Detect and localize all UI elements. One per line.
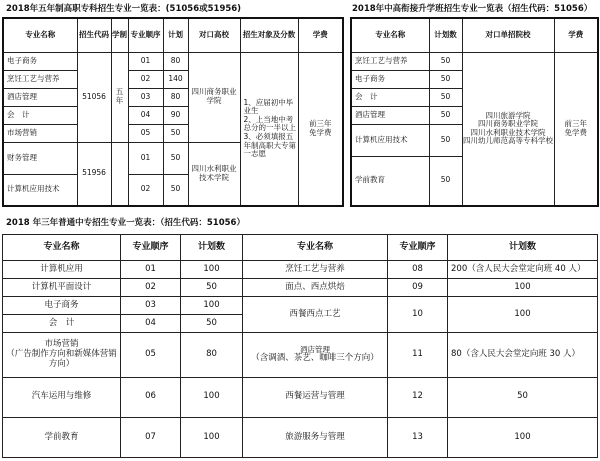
t1-row-order: 01 xyxy=(128,52,163,70)
header-plan: 计划 xyxy=(163,18,188,52)
header-name: 专业名称 xyxy=(243,235,388,261)
t2-row-plan: 50 xyxy=(429,156,462,206)
t1-row-order: 05 xyxy=(128,124,163,142)
t3-right-order: 11 xyxy=(388,333,448,377)
t1-code-b: 51956 xyxy=(77,142,111,206)
t3-left-order: 01 xyxy=(121,261,181,279)
t1-row-name: 市场营销 xyxy=(3,124,77,142)
t3-right-name: 西餐运营与管理 xyxy=(243,377,388,417)
t2-row-plan: 50 xyxy=(429,70,462,88)
t3-left-name: 会 计 xyxy=(3,315,121,333)
t1-row-name: 财务管理 xyxy=(3,142,77,174)
t1-row-plan: 50 xyxy=(163,142,188,174)
table3-title: 2018 年三年普通中专招生专业一览表：（招生代码：51056） xyxy=(6,218,245,228)
t2-row-name: 电子商务 xyxy=(351,70,429,88)
t1-row-plan: 140 xyxy=(163,70,188,88)
t3-left-plan: 100 xyxy=(181,297,243,315)
t3-left-order: 05 xyxy=(121,333,181,377)
t2-row-name: 酒店管理 xyxy=(351,106,429,124)
t3-right-plan: 50 xyxy=(448,377,598,417)
t2-row-name: 会 计 xyxy=(351,88,429,106)
t3-right-plan: 100 xyxy=(448,279,598,297)
t3-left-order: 06 xyxy=(121,377,181,417)
t3-right-name: 烹饪工艺与营养 xyxy=(243,261,388,279)
t2-row-plan: 50 xyxy=(429,106,462,124)
t2-row-plan: 50 xyxy=(429,52,462,70)
t1-row-plan: 90 xyxy=(163,106,188,124)
t3-left-plan: 80 xyxy=(181,333,243,377)
t2-row-name: 烹饪工艺与营养 xyxy=(351,52,429,70)
header-plan: 计划数 xyxy=(181,235,243,261)
t3-left-plan: 50 xyxy=(181,279,243,297)
t1-row-order: 04 xyxy=(128,106,163,124)
t2-row-name: 计算机应用技术 xyxy=(351,124,429,156)
t3-right-order: 13 xyxy=(388,417,448,457)
t3-right-plan: 100 xyxy=(448,297,598,333)
header-order: 专业顺序 xyxy=(128,18,163,52)
header-req: 招生对象及分数 xyxy=(240,18,298,52)
t3-left-name: 计算机应用 xyxy=(3,261,121,279)
header-order: 专业顺序 xyxy=(121,235,181,261)
t3-left-name: 电子商务 xyxy=(3,297,121,315)
t3-right-name: 酒店管理 xyxy=(300,344,330,354)
t2-row-plan: 50 xyxy=(429,124,462,156)
t1-years-b xyxy=(111,142,128,206)
t3-right-name-cell xyxy=(243,333,388,377)
t3-left-name: 计算机平面设计 xyxy=(3,279,121,297)
t3-left-plan: 100 xyxy=(181,417,243,457)
t3-left-order: 02 xyxy=(121,279,181,297)
header-fee: 学费 xyxy=(554,18,598,52)
t3-left-name: 学前教育 xyxy=(3,417,121,457)
table2-title: 2018年中高衔接升学班招生专业一览表（招生代码：51056） xyxy=(352,4,593,14)
header-school: 对口单招院校 xyxy=(462,18,554,52)
t3-right-order: 08 xyxy=(388,261,448,279)
t3-left-plan: 50 xyxy=(181,315,243,333)
t1-row-order: 02 xyxy=(128,174,163,206)
header-name: 专业名称 xyxy=(3,235,121,261)
t3-left-name: 市场营销 （广告制作方向和新媒体营销方向） xyxy=(3,333,121,377)
t1-row-order: 03 xyxy=(128,88,163,106)
t1-row-plan: 50 xyxy=(163,124,188,142)
t1-row-name: 烹饪工艺与营养 xyxy=(3,70,77,88)
t3-right-order: 12 xyxy=(388,377,448,417)
t2-fee: 前三年免学费 xyxy=(554,52,598,206)
t3-left-name: 汽车运用与维修 xyxy=(3,377,121,417)
t3-right-plan: 80（含人民大会堂定向班 30 人） xyxy=(448,333,598,377)
t1-row-plan: 80 xyxy=(163,88,188,106)
header-code: 招生代码 xyxy=(77,18,111,52)
header-school: 对口高校 xyxy=(188,18,240,52)
t1-school-a: 四川商务职业学院 xyxy=(188,52,240,142)
t3-right-name: 旅游服务与管理 xyxy=(243,417,388,457)
header-years: 学制 xyxy=(111,18,128,52)
t1-row-name: 会 计 xyxy=(3,106,77,124)
t1-school-b: 四川水利职业技术学院 xyxy=(188,142,240,206)
table1-title: 2018年五年制高职专科招生专业一览表：(51056或51956) xyxy=(6,4,242,14)
t1-fee: 前三年免学费 xyxy=(298,52,343,206)
header-name: 专业名称 xyxy=(3,18,77,52)
t3-right-plan: 200（含人民大会堂定向班 40 人） xyxy=(448,261,598,279)
t3-left-order: 07 xyxy=(121,417,181,457)
t3-left-order: 04 xyxy=(121,315,181,333)
t3-right-name: 西餐西点工艺 xyxy=(243,297,388,333)
t1-row-name: 电子商务 xyxy=(3,52,77,70)
t1-row-plan: 80 xyxy=(163,52,188,70)
t1-requirements: 1、应届初中毕业生 2、上当地中考总分的一半以上 3、必须填报五年制高职大专第一志愿 xyxy=(240,52,298,206)
t3-left-plan: 100 xyxy=(181,261,243,279)
t1-row-name: 计算机应用技术 xyxy=(3,174,77,206)
t3-right-order: 10 xyxy=(388,297,448,333)
header-order: 专业顺序 xyxy=(388,235,448,261)
t1-years-a: 五年 xyxy=(111,52,128,142)
table3-secondary xyxy=(2,234,598,458)
t1-code-a: 51056 xyxy=(77,52,111,142)
header-name: 专业名称 xyxy=(351,18,429,52)
header-plan: 计划数 xyxy=(429,18,462,52)
t3-right-plan: 100 xyxy=(448,417,598,457)
t2-row-plan: 50 xyxy=(429,88,462,106)
t1-row-order: 01 xyxy=(128,142,163,174)
t3-right-order: 09 xyxy=(388,279,448,297)
t3-left-plan: 100 xyxy=(181,377,243,417)
t3-right-subname: （含调酒、茶艺、咖啡三个方向） xyxy=(251,353,379,364)
table2-joint-program xyxy=(350,17,599,207)
table1-five-year xyxy=(2,17,344,207)
header-fee: 学费 xyxy=(298,18,343,52)
t1-row-order: 02 xyxy=(128,70,163,88)
t3-right-name: 面点、西点烘焙 xyxy=(243,279,388,297)
t2-schools: 四川旅游学院 四川商务职业学院 四川水利职业技术学院 四川幼儿师范高等专科学校 xyxy=(462,52,554,206)
t2-row-name: 学前教育 xyxy=(351,156,429,206)
t3-left-order: 03 xyxy=(121,297,181,315)
header-plan: 计划数 xyxy=(448,235,598,261)
t1-row-name: 酒店管理 xyxy=(3,88,77,106)
t1-row-plan: 50 xyxy=(163,174,188,206)
